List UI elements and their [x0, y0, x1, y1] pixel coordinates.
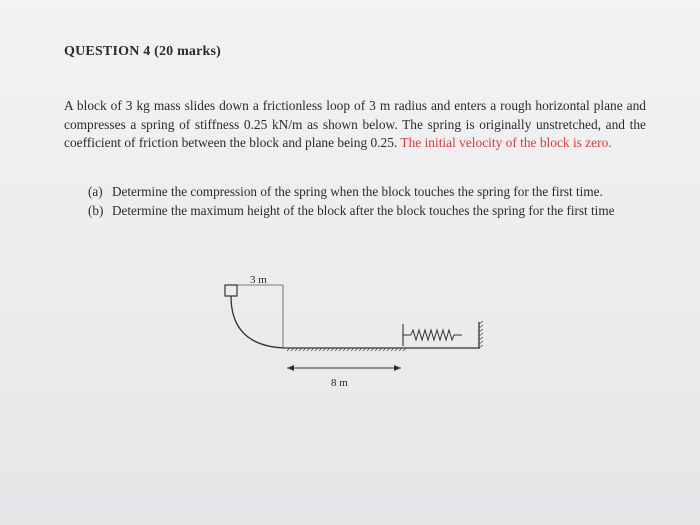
block — [225, 285, 237, 296]
part-a-label: (a) — [88, 184, 103, 199]
part-b-label: (b) — [88, 202, 104, 218]
dimension-arrow-right — [394, 365, 401, 371]
radius-label: 3 m — [250, 274, 267, 286]
loop-arc — [231, 296, 285, 348]
part-a — [88, 183, 644, 202]
loop-spring-diagram — [215, 270, 495, 400]
part-b-text: Determine the maximum height of the block after the block touches the spring for the first time — [112, 202, 615, 218]
question-parts — [88, 183, 644, 220]
spring-coil — [411, 330, 462, 340]
part-a-text: Determine the compression of the spring when the block touches the spring for the first time. — [112, 184, 603, 199]
question-statement — [64, 97, 646, 153]
dimension-arrow-left — [287, 365, 294, 371]
question-title: QUESTION 4 (20 marks) — [64, 44, 222, 59]
part-b — [88, 202, 644, 221]
length-label: 8 m — [331, 377, 348, 389]
statement-highlight: The initial velocity of the block is zero. — [400, 135, 612, 150]
statement-text: A block of 3 kg mass slides down a frictionless loop of 3 m radius and enters a rough horizontal plane and compresses a spring of stiffness 0.25 kN/m as shown below. The spring is originally unstretched, and the coefficient of friction between the block and plane being 0.25. — [64, 98, 646, 150]
